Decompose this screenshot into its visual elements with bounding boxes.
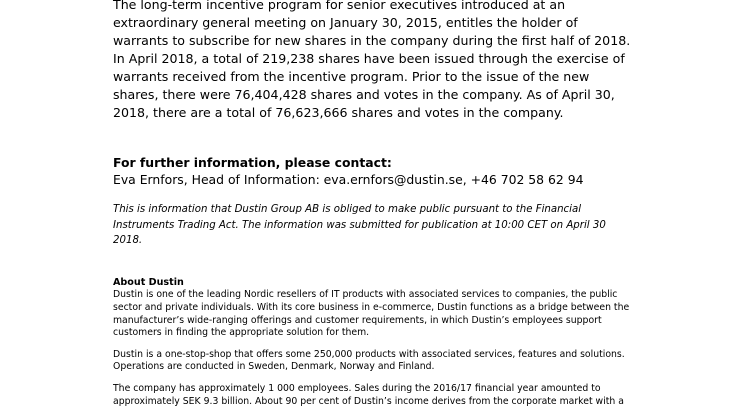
- about-paragraph: The company has approximately 1 000 employees. Sales during the 2016/17 financial year amounted to approximately SEK 9.3 billion. About 90 per cent of Dustin’s income derives from the corporate market with a: [113, 382, 624, 407]
- about-paragraph: Dustin is one of the leading Nordic resellers of IT products with associated services to companies, the public sector and private individuals. With its core business in e-commerce, Dustin functions as a bridge between the manufacturer’s wide-ranging offerings and customer requirements, in which Dustin’s employees support customers in finding the appropriate solution for them.: [113, 289, 630, 339]
- about-paragraph: Dustin is a one-stop-shop that offers some 250,000 products with associated services, features and solutions. Operations are conducted in Sweden, Denmark, Norway and Finland.: [113, 348, 625, 373]
- contact-heading: For further information, please contact:: [113, 155, 392, 170]
- press-release-page: [113, 0, 633, 417]
- disclosure-notice: This is information that Dustin Group AB is obliged to make public pursuant to the Financial Instruments Trading Act. The information was submitted for publication at 10:00 CET on April 30 2018.: [113, 204, 606, 247]
- contact-details: Eva Ernfors, Head of Information: eva.ernfors@dustin.se, +46 702 58 62 94: [113, 172, 584, 187]
- incentive-program-paragraph: The long-term incentive program for senior executives introduced at an extraordinary general meeting on January 30, 2015, entitles the holder of warrants to subscribe for new shares in the company during the first half of 2018. In April 2018, a total of 219,238 shares have been issued through the exercise of warrants received from the incentive program. Prior to the issue of the new shares, there were 76,404,428 shares and votes in the company. As of April 30, 2018, there are a total of 76,623,666 shares and votes in the company.: [113, 0, 631, 120]
- about-heading: About Dustin: [113, 276, 184, 288]
